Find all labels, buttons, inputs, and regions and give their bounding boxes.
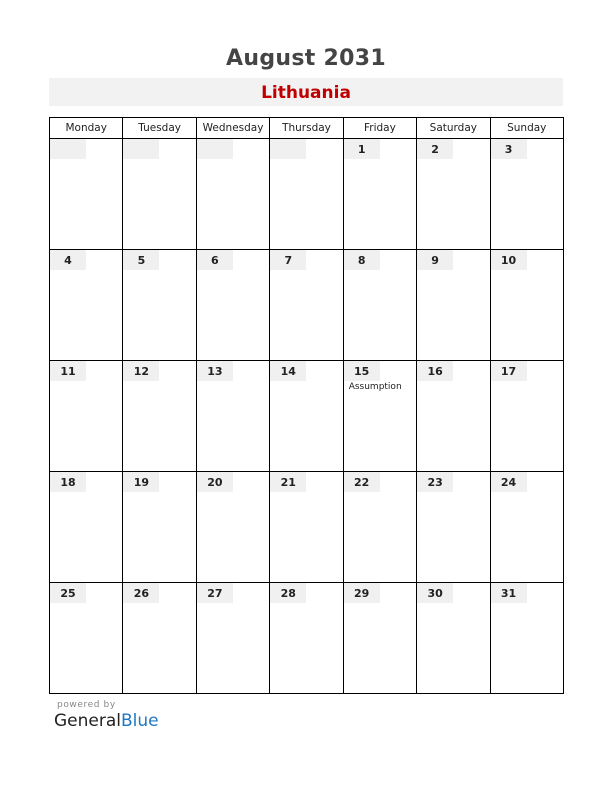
day-cell: [490, 472, 563, 583]
day-number: 20: [197, 472, 233, 492]
powered-by-text: powered by: [57, 700, 116, 710]
day-cell: [343, 250, 416, 361]
day-cell: [196, 250, 269, 361]
day-number: 6: [197, 250, 233, 270]
holiday-label: Assumption: [348, 382, 402, 392]
day-number: 26: [123, 583, 159, 603]
day-cell: [196, 361, 269, 472]
day-number: 31: [491, 583, 527, 603]
day-number: 28: [270, 583, 306, 603]
day-cell-empty: [123, 139, 196, 250]
country-name: Lithuania: [261, 83, 351, 103]
day-number: 10: [491, 250, 527, 270]
day-cell: [417, 361, 490, 472]
week-row: [50, 361, 564, 472]
day-cell: [417, 472, 490, 583]
week-row: [50, 472, 564, 583]
day-cell: [270, 472, 343, 583]
day-cell: [343, 472, 416, 583]
day-cell: [50, 472, 123, 583]
weekday-header: Monday: [50, 118, 123, 139]
country-banner: [49, 78, 563, 106]
day-cell-holiday: [343, 361, 416, 472]
day-number: [50, 139, 86, 159]
day-cell: [270, 250, 343, 361]
day-cell-empty: [196, 139, 269, 250]
day-number: 9: [417, 250, 453, 270]
weekday-header: Thursday: [270, 118, 343, 139]
day-cell: [123, 472, 196, 583]
day-cell: [50, 583, 123, 694]
day-number: [270, 139, 306, 159]
week-row: [50, 139, 564, 250]
day-number: 22: [344, 472, 380, 492]
day-cell: [490, 361, 563, 472]
day-cell: [417, 583, 490, 694]
day-cell-empty: [50, 139, 123, 250]
day-cell: [123, 583, 196, 694]
day-number: 15: [344, 361, 380, 381]
day-cell: [196, 472, 269, 583]
weekday-header: Friday: [343, 118, 416, 139]
day-number: 2: [417, 139, 453, 159]
day-number: 14: [270, 361, 306, 381]
weekday-header: Sunday: [490, 118, 563, 139]
day-number: [197, 139, 233, 159]
day-cell: [343, 139, 416, 250]
day-number: 13: [197, 361, 233, 381]
day-number: 23: [417, 472, 453, 492]
weekday-header: Tuesday: [123, 118, 196, 139]
day-number: 12: [123, 361, 159, 381]
day-cell: [270, 361, 343, 472]
calendar-grid: [49, 117, 564, 694]
calendar-title: August 2031: [226, 46, 386, 71]
generalblue-logo[interactable]: [54, 711, 159, 731]
day-number: 7: [270, 250, 306, 270]
day-number: 11: [50, 361, 86, 381]
day-cell: [417, 139, 490, 250]
day-number: 18: [50, 472, 86, 492]
day-number: 19: [123, 472, 159, 492]
day-number: 27: [197, 583, 233, 603]
weekday-header: Wednesday: [196, 118, 269, 139]
day-number: 30: [417, 583, 453, 603]
day-cell: [490, 250, 563, 361]
day-cell: [343, 583, 416, 694]
day-cell: [417, 250, 490, 361]
day-number: 8: [344, 250, 380, 270]
day-cell: [50, 250, 123, 361]
day-cell: [270, 583, 343, 694]
day-number: 17: [491, 361, 527, 381]
day-number: 16: [417, 361, 453, 381]
brand-name-first: General: [54, 711, 121, 731]
day-cell: [490, 583, 563, 694]
day-number: 5: [123, 250, 159, 270]
day-cell-empty: [270, 139, 343, 250]
day-number: 1: [344, 139, 380, 159]
day-number: [123, 139, 159, 159]
day-number: 4: [50, 250, 86, 270]
day-cell: [490, 139, 563, 250]
weekday-header: Saturday: [417, 118, 490, 139]
day-number: 29: [344, 583, 380, 603]
brand-name-second: Blue: [121, 711, 159, 731]
day-cell: [123, 361, 196, 472]
day-number: 25: [50, 583, 86, 603]
day-cell: [50, 361, 123, 472]
day-number: 3: [491, 139, 527, 159]
week-row: [50, 250, 564, 361]
day-cell: [123, 250, 196, 361]
week-row: [50, 583, 564, 694]
day-number: 21: [270, 472, 306, 492]
weekday-header-row: [50, 118, 564, 139]
day-number: 24: [491, 472, 527, 492]
day-cell: [196, 583, 269, 694]
